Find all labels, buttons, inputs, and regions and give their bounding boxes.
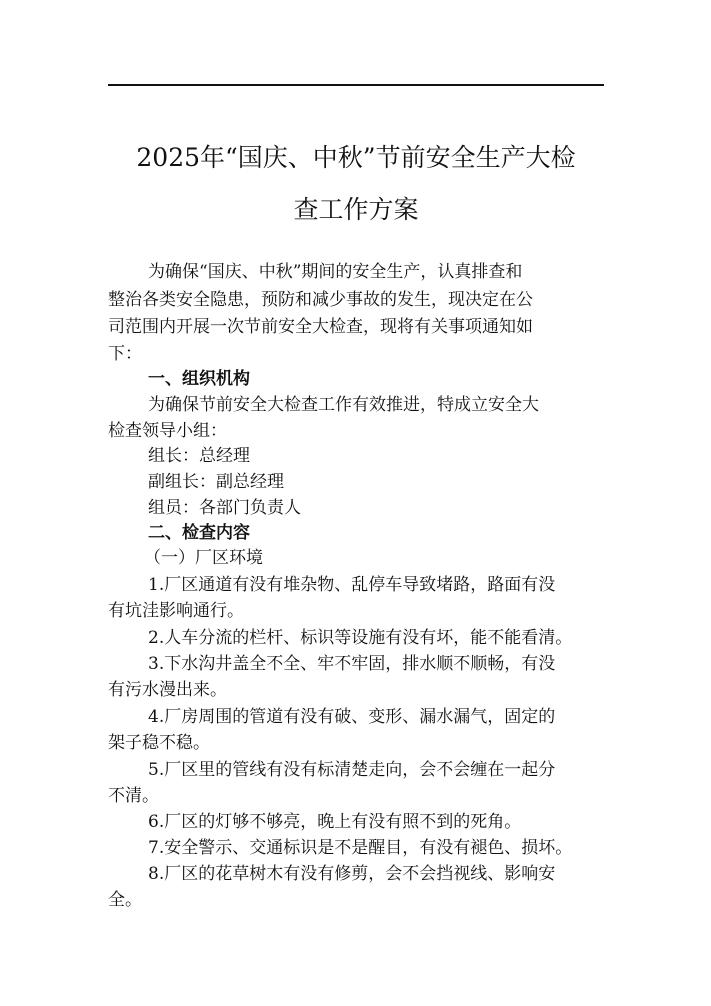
item-8-line-2: 全。	[108, 890, 142, 910]
section-heading-inspection: 二、检查内容	[148, 523, 250, 543]
document-title-line-2: 查工作方案	[293, 195, 419, 224]
team-deputy-leader: 副组长：副总经理	[148, 472, 284, 492]
item-8-line-1: 8.厂区的花草树木有没有修剪，会不会挡视线、影响安	[148, 864, 556, 884]
item-5-line-2: 不清。	[108, 786, 159, 806]
item-1-line-1: 1.厂区通道有没有堆杂物、乱停车导致堵路，路面有没	[148, 575, 556, 595]
section-heading-organization: 一、组织机构	[148, 369, 250, 389]
item-3-line-2: 有污水漫出来。	[108, 680, 227, 700]
intro-line-2: 整治各类安全隐患，预防和减少事故的发生，现决定在公	[108, 290, 533, 310]
item-6-line-1: 6.厂区的灯够不够亮，晚上有没有照不到的死角。	[148, 812, 522, 832]
item-7-line-1: 7.安全警示、交通标识是不是醒目，有没有褪色、损坏。	[148, 838, 573, 858]
document-title-line-1: 2025年“国庆、中秋”节前安全生产大检	[136, 143, 576, 172]
intro-line-1: 为确保“国庆、中秋”期间的安全生产，认真排查和	[148, 262, 523, 282]
team-members: 组员：各部门负责人	[148, 498, 301, 518]
organization-desc-line-2: 检查领导小组：	[108, 421, 227, 441]
intro-line-3: 司范围内开展一次节前安全大检查，现将有关事项通知如	[108, 317, 533, 337]
intro-line-4: 下：	[108, 344, 142, 364]
item-1-line-2: 有坑洼影响通行。	[108, 601, 244, 621]
item-5-line-1: 5.厂区里的管线有没有标清楚走向，会不会缠在一起分	[148, 760, 556, 780]
item-3-line-1: 3.下水沟井盖全不全、牢不牢固，排水顺不顺畅，有没	[148, 654, 556, 674]
subsection-factory-environment: （一）厂区环境	[144, 548, 263, 568]
organization-desc-line-1: 为确保节前安全大检查工作有效推进，特成立安全大	[148, 395, 539, 415]
header-rule	[108, 84, 604, 86]
item-4-line-1: 4.厂房周围的管道有没有破、变形、漏水漏气，固定的	[148, 707, 556, 727]
item-4-line-2: 架子稳不稳。	[108, 733, 210, 753]
team-leader: 组长：总经理	[148, 446, 250, 466]
item-2-line-1: 2.人车分流的栏杆、标识等设施有没有坏，能不能看清。	[148, 628, 573, 648]
